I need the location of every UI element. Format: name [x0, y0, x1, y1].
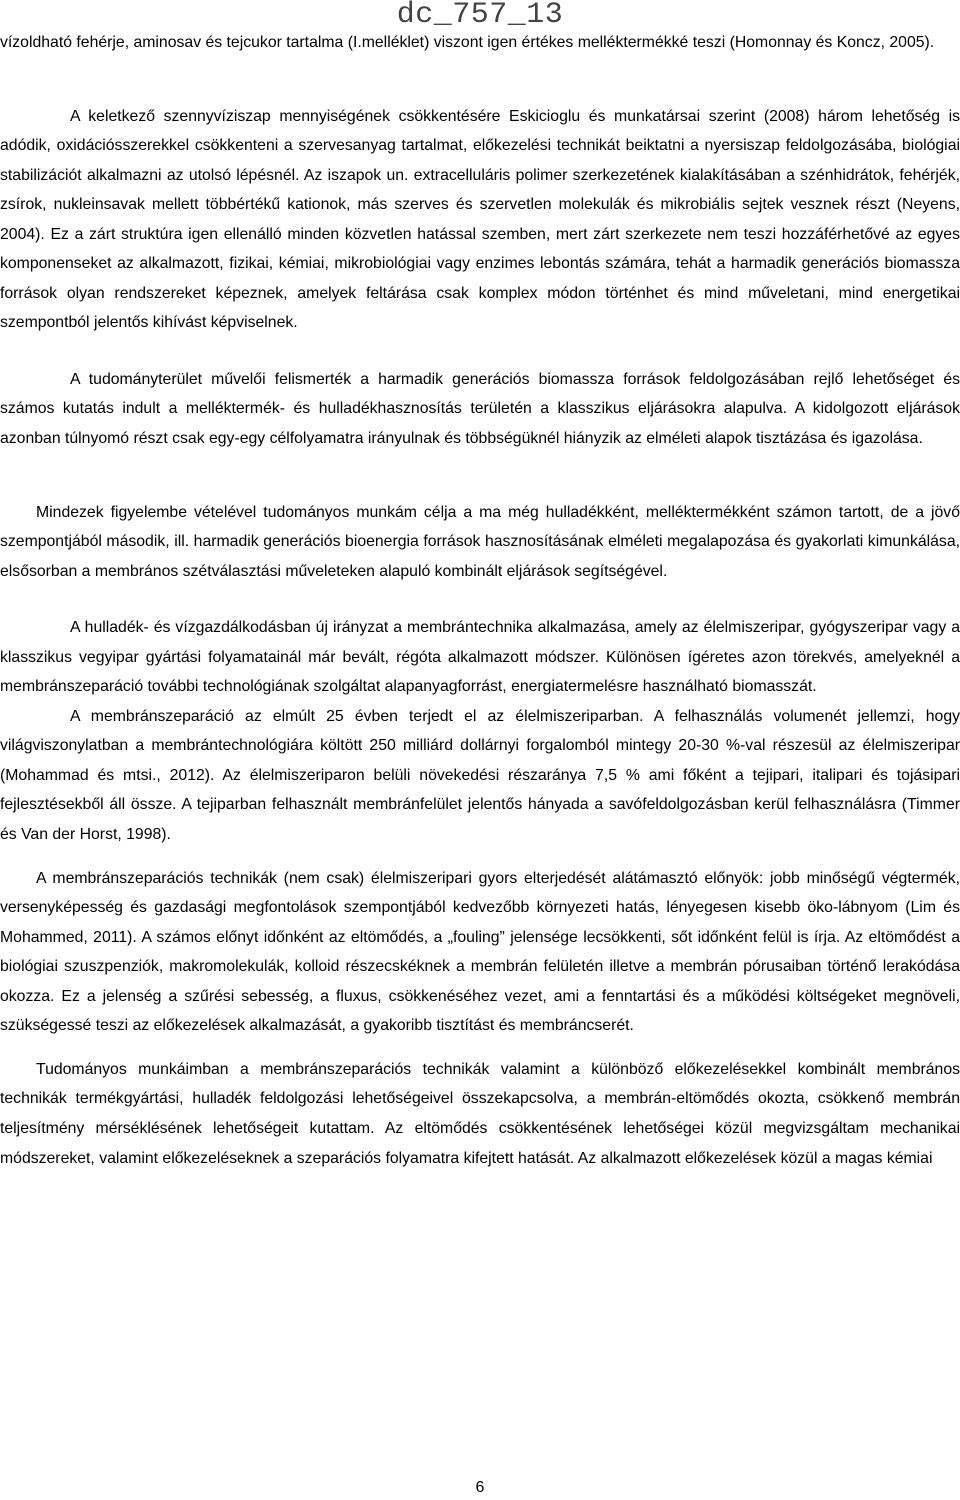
paragraph-gap — [0, 58, 960, 102]
paragraph-gap — [0, 1041, 960, 1055]
paragraph-gap — [0, 586, 960, 613]
paragraph-research-field: A tudományterület művelői felismerték a harmadik generációs biomassza források feldolgozásában rejlő lehetőséget és számos kutatás indult a melléktermék- és hulladékhasznosítás területén a klasszikus eljárásokra alapulva. A kidolgozott eljárások azonban túlnyomó részt csak egy-egy célfolyamatra irányulnak és többségüknél hiányzik az elméleti alapok tisztázása és igazolása. — [0, 370, 960, 448]
paragraph-continuation: vízoldható fehérje, aminosav és tejcukor tartalma (I.melléklet) viszont igen értékes melléktermékké teszi (Homonnay és Koncz, 2005). — [0, 34, 935, 51]
paragraph-sludge: A keletkező szennyvíziszap mennyiségének csökkentésére Eskicioglu és munkatársai szerint (2008) három lehetőség is adódik, oxidációsszerekkel csökkenteni a szervesanyag tartalmat, előkezelési technikát beiktatni a nyersiszap feldolgozásába, biológiai stabilizációt alkalmazni az utolsó lépésnél. Az iszapok un. extracelluláris polimer szerkezetének kialakításában a szénhidrátok, fehérjék, zsírok, nukleinsavak mellett többértékű kationok, más szerves és szervetlen molekulák és mikrobiális sejtek vesznek részt (Neyens, 2004). Ez a zárt struktúra igen ellenálló minden közvetlen hatással szemben, mert zárt szerkezete nem teszi hozzáférhetővé az egyes komponenseket az alkalmazott, fizikai, kémiai, mikrobiológiai vagy enzimes lebontás számára, tehát a harmadik generációs biomassza források olyan rendszereket képeznek, amelyek feltárása csak komplex módon történhet és mind műveletani, mind energetikai szempontból jelentős kihívást képviselnek. — [0, 107, 960, 332]
paragraph-advantages: A membránszeparációs technikák (nem csak) élelmiszeripari gyors elterjedését alátámasztó előnyök: jobb minőségű végtermék, versenyképesség és gazdasági megfontolások szempontjából kedvezőbb környezeti hatás, lényegesen kisebb öko-lábnyom (Lim és Mohammed, 2011). A számos előnyt időnként az eltömődés, a „fouling” jelensége lecsökkenti, sőt időnként felül is írja. Az eltömődést a biológiai szuszpenziók, makromolekulák, kolloid részecskéknek a membrán felületén illetve a membrán pórusaiban történő lerakódása okozza. Ez a jelenség a szűrési sebesség, a fluxus, csökkenéséhez vezet, ami a fenntartási és a működési költségeket megnöveli, szükségessé teszi az előkezelések alkalmazását, a gyakoribb tisztítást és membráncserét. — [0, 869, 960, 1035]
paragraph-gap — [0, 454, 960, 498]
document-id-header: dc_757_13 — [396, 0, 564, 32]
paragraph-membrane-separation: A membránszeparáció az elmúlt 25 évben terjedt el az élelmiszeriparban. A felhasználás volumenét jellemzi, hogy világviszonylatban a membrántechnológiára költött 250 milliárd dollárnyi forgalomból mintegy 20-30 %-val részesül az élelmiszeripar (Mohammad és mtsi., 2012). Az élelmiszeriparon belüli növekedési részaránya 7,5 % ami főként a tejipari, italipari és tojásipari fejlesztésekből áll össze. A tejiparban felhasznált membránfelület jelentős hányada a savófeldolgozásban kerül felhasználásra (Timmer és Van der Horst, 1998). — [0, 707, 960, 844]
paragraph-gap — [0, 338, 960, 365]
paragraph-membrane-tech: A hulladék- és vízgazdálkodásban új irányzat a membrántechnika alkalmazása, amely az élelmiszeripar, gyógyszeripar vagy a klasszikus vegyipar gyártási folyamatainál már bevált, régóta alkalmazott módszer. Különösen ígéretes azon törekvés, amelyeknél a membránszeparáció további technológiának szolgáltat alapanyagforrást, energiatermelésre használható biomasszát. — [0, 619, 960, 696]
paragraph-research-work: Tudományos munkáimban a membránszeparációs technikák valamint a különböző előkezelésekkel kombinált membrános technikák termékgyártási, hulladék feldolgozási lehetőségeivel összekapcsolva, a membrán-eltömődés okozta, csökkenő membrán teljesítmény mérséklésének lehetőségeit kutattam. Az eltömődés csökkentésének lehetőségei közül megvizsgáltam mechanikai módszereket, valamint előkezeléseknek a szeparációs folyamatra kifejtett hatását. Az alkalmazott előkezelések közül a magas kémiai — [0, 1060, 960, 1167]
paragraph-gap — [0, 850, 960, 864]
document-body — [0, 28, 960, 1173]
page-number: 6 — [475, 1479, 485, 1496]
paragraph-aim: Mindezek figyelembe vételével tudományos munkám célja a ma még hulladékként, melléktermékként számon tartott, de a jövő szempontjából második, ill. harmadik generációs bioenergia források hasznosításának elméleti megalapozása és gyakorlati kimunkálása, elsősorban a membrános szétválasztási műveleteken alapuló kombinált eljárások segítségével. — [0, 503, 960, 580]
